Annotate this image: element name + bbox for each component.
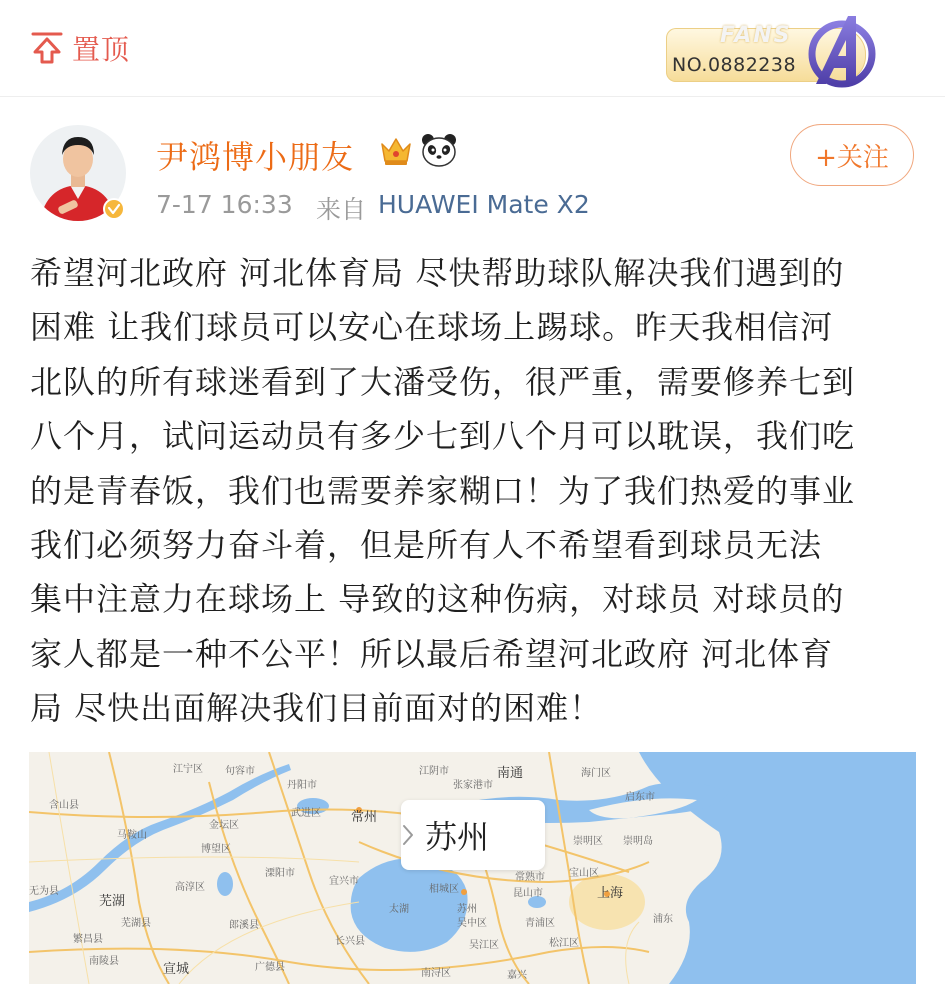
map-label-qidong: 启东市 — [625, 792, 655, 803]
map-label-jiaxing: 嘉兴 — [507, 970, 527, 981]
avengers-logo-icon — [802, 12, 882, 92]
map-label-wujin: 武进区 — [291, 808, 321, 819]
avatar[interactable] — [30, 125, 126, 221]
map-label-zhangjiagang: 张家港市 — [453, 780, 493, 791]
post-text: 希望河北政府 河北体育局 尽快帮助球队解决我们遇到的 困难 让我们球员可以安心在球场上踢球。昨天我相信河 北队的所有球迷看到了大潘受伤，很严重，需要修养七到 八个月，试问运动员有多少七到八个月可以耽误，我们吃 的是青春饭，我们也需要养家糊口！为了我们热爱的事业 我们必须努力奋斗着，但是所有人不希望看到球员无法 集中注意力在球场上 导致的这种伤病，对球员 对球员的 家人都是一种不公平！所以最后希望河北政府 河北体育 局 尽快出面解决我们目前面对的困难！ — [30, 254, 856, 728]
map-label-nantong: 南通 — [497, 766, 524, 781]
map-label-gaochun: 高淳区 — [175, 882, 205, 893]
map-label-pudong: 浦东 — [653, 914, 673, 925]
map-label-wuhu: 芜湖 — [99, 894, 126, 909]
map-label-wuzhong: 吴中区 — [457, 918, 487, 929]
map-label-jurong: 句容市 — [225, 766, 255, 777]
pinned-label: 置顶 — [72, 33, 131, 66]
location-map[interactable] — [29, 752, 916, 984]
map-label-nanxun: 南浔区 — [421, 968, 451, 979]
map-label-chongming-island: 崇明岛 — [623, 836, 653, 847]
panda-icon — [420, 132, 458, 168]
fans-badge-number: NO.0882238 — [672, 54, 797, 76]
map-label-kunshan: 昆山市 — [513, 888, 543, 899]
map-label-changshu: 常熟市 — [515, 872, 545, 883]
top-bar — [0, 0, 945, 97]
map-label-songjiang: 松江区 — [549, 938, 579, 949]
map-label-baoshan: 宝山区 — [569, 868, 599, 879]
map-label-liyang: 溧阳市 — [265, 868, 295, 879]
username[interactable]: 尹鸿博小朋友 — [156, 138, 355, 176]
fans-badge-title: FANS — [720, 23, 792, 48]
follow-button[interactable]: +关注 — [790, 124, 914, 186]
map-label-wuwei: 无为县 — [29, 886, 59, 897]
map-label-chongming: 崇明区 — [573, 836, 603, 847]
post-source-device[interactable]: HUAWEI Mate X2 — [378, 190, 590, 219]
map-label-jiangning: 江宁区 — [173, 764, 203, 775]
map-label-fanchang: 繁昌县 — [73, 934, 103, 945]
map-label-suzhou-small: 苏州 — [457, 904, 477, 915]
map-label-hanshan: 含山县 — [49, 800, 79, 811]
map-label-maanshan: 马鞍山 — [117, 830, 147, 841]
pinned-indicator — [30, 28, 130, 68]
map-label-qingpu: 青浦区 — [525, 918, 555, 929]
map-label-wujiang: 吴江区 — [469, 940, 499, 951]
fans-badge[interactable] — [658, 10, 890, 86]
location-name: 苏州 — [425, 818, 490, 856]
map-label-jintan: 金坛区 — [209, 820, 239, 831]
post-source-label: 来自 — [316, 195, 367, 224]
map-label-bowang: 博望区 — [201, 844, 231, 855]
map-label-changxing: 长兴县 — [335, 936, 365, 947]
map-label-langxi: 郎溪县 — [229, 920, 259, 931]
map-label-xiangcheng: 相城区 — [429, 884, 459, 895]
post-time: 7-17 16:33 — [156, 190, 293, 219]
map-label-yixing: 宜兴市 — [329, 876, 359, 887]
map-label-danyang: 丹阳市 — [287, 780, 317, 791]
pin-top-icon — [30, 31, 64, 65]
crown-icon — [378, 132, 414, 168]
map-label-wuhu-county: 芜湖县 — [121, 918, 151, 929]
map-label-shanghai: 上海 — [597, 886, 624, 901]
map-label-xuancheng: 宣城 — [163, 962, 190, 977]
map-label-guangde: 广德县 — [255, 962, 285, 973]
map-label-nanling: 南陵县 — [89, 956, 119, 967]
location-pill[interactable] — [401, 800, 545, 870]
map-label-haimen: 海门区 — [581, 768, 611, 779]
map-label-changzhou: 常州 — [351, 810, 378, 825]
map-label-taihu: 太湖 — [389, 904, 409, 915]
chevron-right-icon — [401, 823, 415, 847]
verified-icon — [105, 200, 123, 218]
map-label-jiangyin: 江阴市 — [419, 766, 449, 777]
